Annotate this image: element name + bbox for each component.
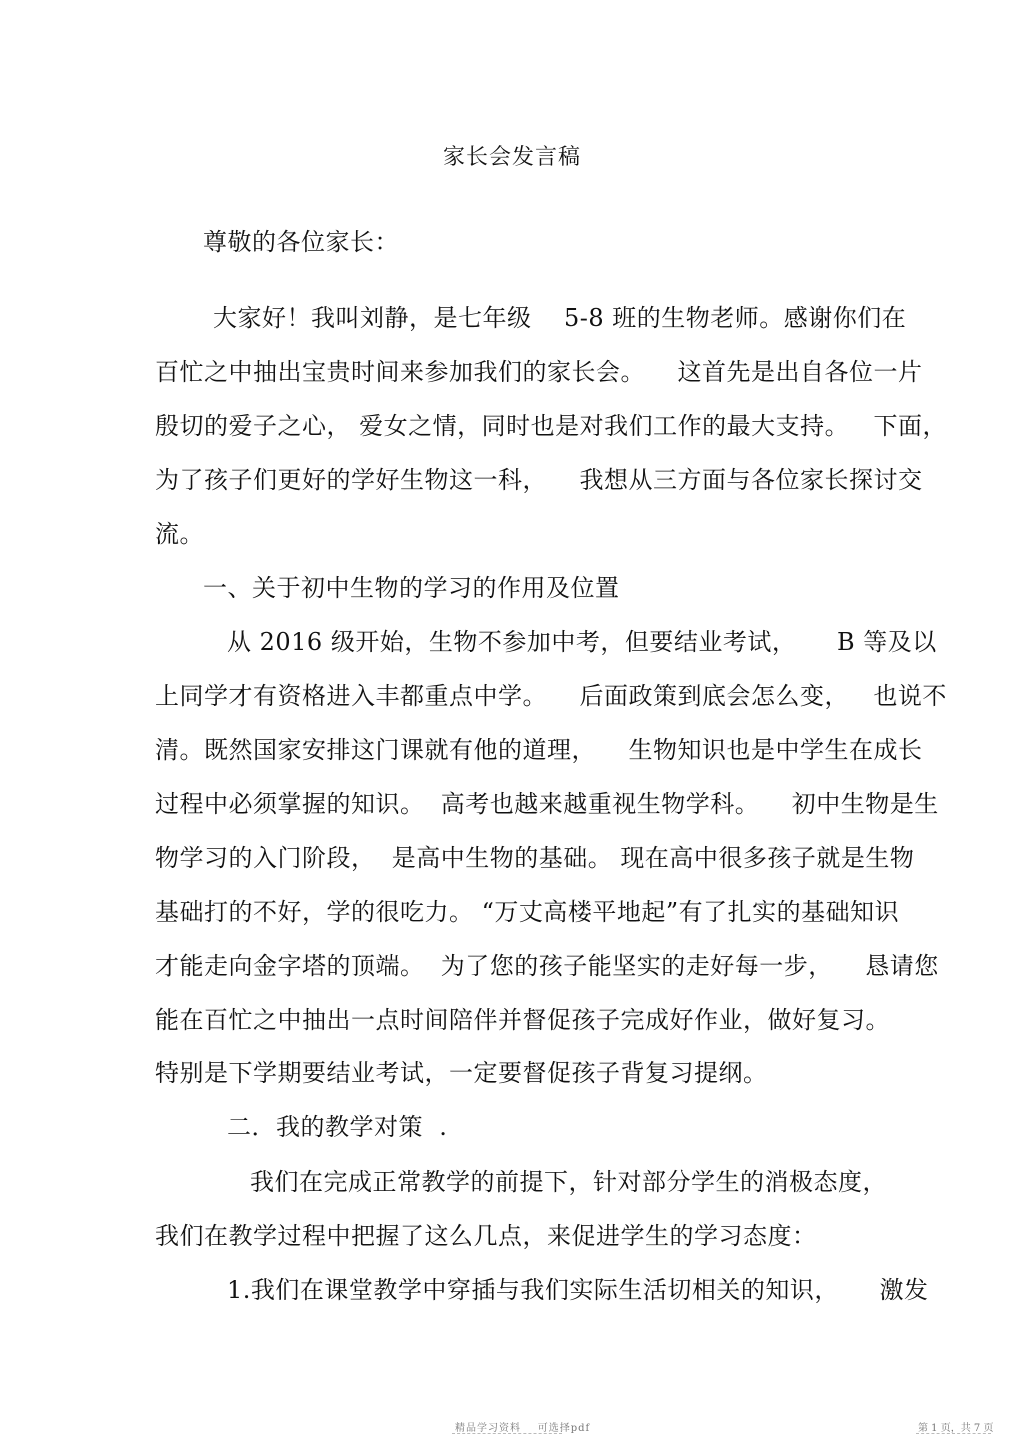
page-number: 第 1 页，共 7 页: [918, 1423, 994, 1434]
paragraph-line: 我们在完成正常教学的前提下，针对部分学生的消极态度，: [250, 1168, 887, 1196]
paragraph-line: 特别是下学期要结业考试，一定要督促孩子背复习提纲。: [155, 1059, 768, 1087]
paragraph-line: 过程中必须掌握的知识。 高考也越来越重视生物学科。 初中生物是生: [155, 790, 939, 818]
paragraph-line: 基础打的不好，学的很吃力。 “万丈高楼平地起”有了扎实的基础知识: [155, 898, 900, 926]
paragraph-line: 上同学才有资格进入丰都重点中学。 后面政策到底会怎么变， 也说不: [155, 682, 947, 710]
paragraph-line: 百忙之中抽出宝贵时间来参加我们的家长会。 这首先是出自各位一片: [155, 358, 923, 386]
paragraph-line: 流。: [155, 520, 204, 548]
paragraph-line: 为了孩子们更好的学好生物这一科， 我想从三方面与各位家长探讨交: [155, 466, 923, 494]
footer-divider: [916, 1433, 991, 1434]
paragraph-line: 清。既然国家安排这门课就有他的道理， 生物知识也是中学生在成长: [155, 736, 923, 764]
section-heading-2: 二．我的教学对策 .: [227, 1113, 448, 1141]
paragraph-line: 殷切的爱子之心， 爱女之情，同时也是对我们工作的最大支持。 下面，: [155, 412, 948, 440]
paragraph-line: 从 2016 级开始，生物不参加中考，但要结业考试， B 等及以: [227, 628, 937, 656]
paragraph-line: 大家好！我叫刘静，是七年级 5-8 班的生物老师。感谢你们在: [213, 304, 907, 332]
paragraph-line: 1.我们在课堂教学中穿插与我们实际生活切相关的知识， 激发: [227, 1276, 929, 1304]
footer-divider: [452, 1433, 562, 1434]
paragraph-line: 物学习的入门阶段， 是高中生物的基础。 现在高中很多孩子就是生物: [155, 844, 915, 872]
paragraph-line: 能在百忙之中抽出一点时间陪伴并督促孩子完成好作业，做好复习。: [155, 1006, 890, 1034]
section-heading-1: 一、关于初中生物的学习的作用及位置: [203, 574, 620, 602]
paragraph-line: 我们在教学过程中把握了这么几点，来促进学生的学习态度：: [155, 1222, 817, 1250]
page-title: 家长会发言稿: [442, 145, 581, 170]
footer-watermark: 精品学习资料 可选择pdf: [455, 1423, 591, 1434]
paragraph-line: 才能走向金字塔的顶端。 为了您的孩子能坚实的走好每一步， 恳请您: [155, 952, 939, 980]
salutation: 尊敬的各位家长：: [203, 228, 399, 256]
